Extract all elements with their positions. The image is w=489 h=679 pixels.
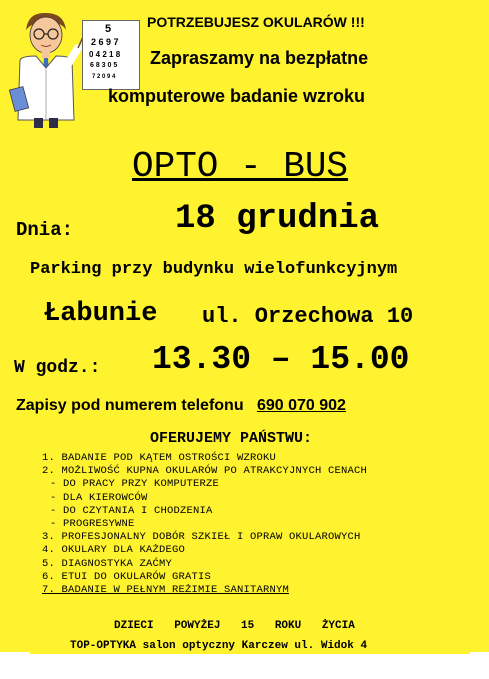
invite-line-2: komputerowe badanie wzroku: [108, 86, 366, 106]
phone-row: [16, 397, 346, 415]
hours-value: 13.30 – 15.00: [152, 341, 410, 378]
list-item: 1. BADANIE POD KĄTEM OSTROŚCI WZROKU: [42, 452, 277, 464]
list-item: 6. ETUI DO OKULARÓW GRATIS: [42, 570, 212, 583]
eye-chart-row: 0 4 2 1 8: [89, 50, 121, 59]
date-label: Dnia:: [16, 219, 74, 241]
phone-number[interactable]: 690 070 902: [256, 397, 346, 414]
eye-chart-row: 7 2 0 9 4: [92, 74, 116, 80]
invite-line-1: Zapraszamy na bezpłatne: [150, 48, 369, 68]
eye-chart-row: 2 6 9 7: [91, 37, 119, 47]
hours-label: W godz.:: [14, 358, 101, 378]
date-value: 18 grudnia: [175, 200, 380, 238]
headline: POTRZEBUJESZ OKULARÓW !!!: [147, 14, 365, 30]
street-address: ul. Orzechowa 10: [202, 304, 414, 329]
eye-chart-row: 6 8 3 0 5: [90, 62, 118, 69]
list-item: 2. MOŻLIWOŚĆ KUPNA OKULARÓW PO ATRAKCYJNYCH CENACH: [42, 465, 368, 478]
offer-list: [42, 452, 367, 597]
brand-title: OPTO - BUS: [132, 146, 349, 187]
list-item: 3. PROFESJONALNY DOBÓR SZKIEŁ I OPRAW OKULAROWYCH: [42, 531, 361, 544]
list-item: 5. DIAGNOSTYKA ZAĆMY: [42, 557, 173, 570]
bottom-band: [0, 652, 489, 679]
list-item: - DO PRACY PRZY KOMPUTERZE: [50, 478, 220, 491]
offer-heading: OFERUJEMY PAŃSTWU:: [150, 430, 313, 447]
list-item: - DO CZYTANIA I CHODZENIA: [50, 504, 213, 517]
list-item: 7. BADANIE W PEŁNYM REŻIMIE SANITARNYM: [42, 584, 290, 597]
list-item: - PROGRESYWNE: [50, 518, 135, 531]
age-note: DZIECI POWYŻEJ 15 ROKU ŻYCIA: [114, 620, 355, 632]
town-name: Łabunie: [44, 299, 158, 329]
phone-label: Zapisy pod numerem telefonu: [16, 397, 244, 414]
list-item: 4. OKULARY DLA KAŻDEGO: [42, 544, 186, 557]
parking-text: Parking przy budynku wielofunkcyjnym: [30, 260, 398, 279]
list-item: - DLA KIEROWCÓW: [50, 491, 148, 504]
footer-text: TOP-OPTYKA salon optyczny Karczew ul. Widok 4: [70, 640, 368, 652]
eye-chart-row: 5: [105, 23, 112, 35]
